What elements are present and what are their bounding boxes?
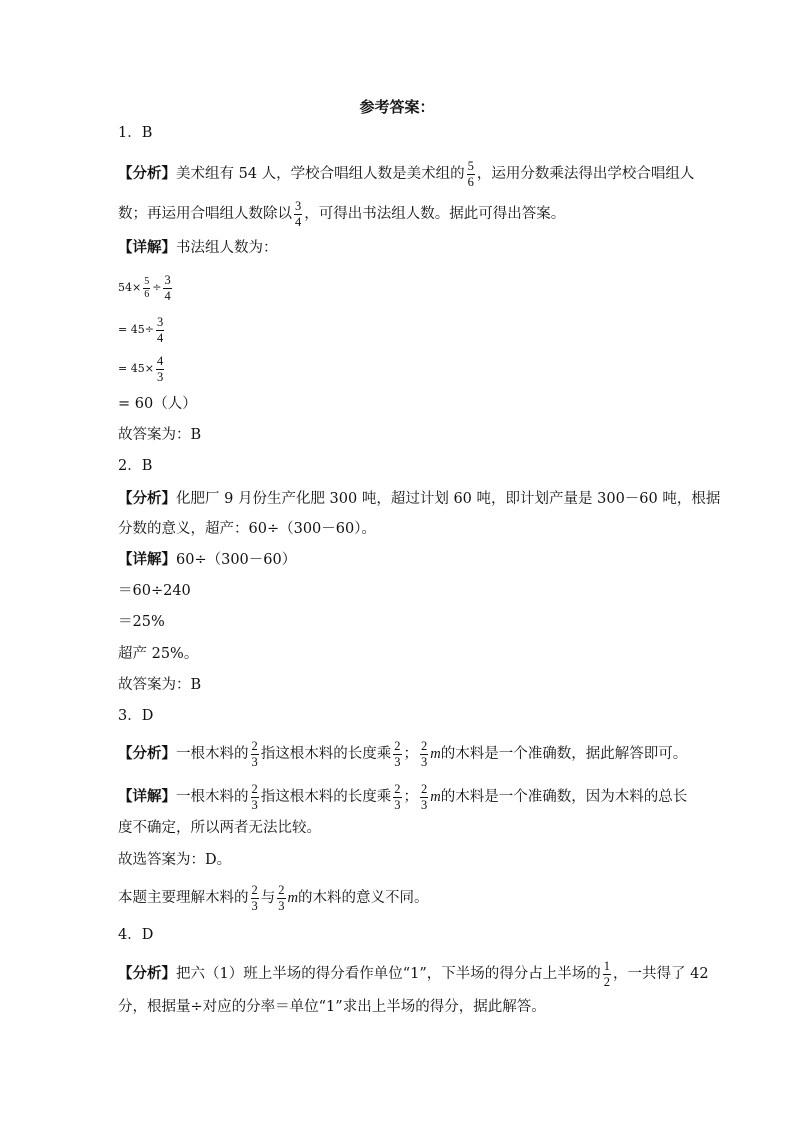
q2-result: 超产 25%。 <box>118 646 199 662</box>
q1-analysis-text-b: ，运用分数乘法得出学校合唱组人 <box>476 166 695 182</box>
fraction: $\frac{2}{3}$ <box>251 782 258 812</box>
q1-calc-line4: = 60（人） <box>118 396 197 412</box>
q4-analysis-line1 <box>118 960 709 988</box>
q2-detail-line <box>118 550 296 570</box>
q2-detail-text: 60÷（300－60） <box>176 552 297 568</box>
q3-detail-line1 <box>118 783 687 811</box>
fraction: $\frac{2}{3}$ <box>394 739 401 769</box>
analysis-tag: 【分析】 <box>118 491 176 507</box>
q3-detail-line2: 度不确定，所以两者无法比较。 <box>118 820 321 836</box>
q3-text: 的木料是一个准确数，因为木料的总长 <box>440 789 688 805</box>
fraction: $\frac{2}{3}$ <box>251 883 258 913</box>
q3-number: 3．D <box>118 708 154 724</box>
fraction: $\frac{3}{4}$ <box>156 315 164 345</box>
analysis-tag: 【分析】 <box>118 166 176 182</box>
fraction: $\frac{5}{6}$ <box>467 159 474 189</box>
q3-answer: 故选答案为：D。 <box>118 852 232 868</box>
q3-text: 一根木料的 <box>176 789 249 805</box>
q1-analysis-line2 <box>118 200 565 228</box>
fraction: $\frac{2}{3}$ <box>251 739 258 769</box>
q3-text: 一根木料的 <box>176 746 249 762</box>
q1-number: 1．B <box>118 125 153 141</box>
detail-tag: 【详解】 <box>118 240 176 256</box>
q3-text: 指这根木料的长度乘 <box>260 746 392 762</box>
fraction: $\frac{3}{4}$ <box>164 273 171 303</box>
fraction: $\frac{3}{4}$ <box>295 199 302 229</box>
unit-m: m <box>430 789 441 805</box>
q1-detail-line <box>118 238 278 258</box>
q2-analysis-line2: 分数的意义，超产：60÷（300－60）。 <box>118 521 376 537</box>
calc-text: = 45× <box>118 362 154 375</box>
q2-calc-line1: ＝60÷240 <box>118 583 191 599</box>
analysis-tag: 【分析】 <box>118 746 176 762</box>
q3-text: ； <box>403 789 418 805</box>
q3-text: 与 <box>260 890 276 906</box>
q4-text: 把六（1）班上半场的得分看作单位“1”，下半场的得分占上半场的 <box>176 966 601 982</box>
q3-text: 的木料的意义不同。 <box>297 890 429 906</box>
unit-m: m <box>287 890 298 906</box>
q1-analysis-text-a: 美术组有 54 人，学校合唱组人数是美术组的 <box>176 166 465 182</box>
q3-note <box>118 884 428 912</box>
q3-analysis-line <box>118 740 687 768</box>
fraction: $\frac{5}{6}$ <box>144 275 150 300</box>
q3-text: 本题主要理解木料的 <box>118 890 249 906</box>
fraction: $\frac{2}{3}$ <box>421 739 428 769</box>
q1-calc-line2 <box>118 316 166 344</box>
fraction: $\frac{2}{3}$ <box>394 782 401 812</box>
q2-calc-line2: ＝25% <box>118 614 165 630</box>
unit-m: m <box>430 746 441 762</box>
q1-calc-line1 <box>118 274 174 302</box>
fraction: $\frac{4}{3}$ <box>156 354 164 384</box>
q4-number: 4．D <box>118 927 154 943</box>
fraction: $\frac{1}{2}$ <box>603 959 611 989</box>
q4-analysis-line2: 分，根据量÷对应的分率＝单位“1”求出上半场的得分，据此解答。 <box>118 999 546 1015</box>
detail-tag: 【详解】 <box>118 552 176 568</box>
q1-detail-text: 书法组人数为： <box>176 240 278 256</box>
q1-answer: 故答案为：B <box>118 427 202 443</box>
q2-analysis-text-a: 化肥厂 9 月份生产化肥 300 吨，超过计划 60 吨，即计划产量是 300－60 吨，根据 <box>176 491 721 507</box>
q3-text: 的木料是一个准确数，据此解答即可。 <box>440 746 688 762</box>
q2-number: 2．B <box>118 458 153 474</box>
q2-answer: 故答案为：B <box>118 677 202 693</box>
q4-text: ，一共得了 42 <box>613 966 709 982</box>
q3-text: 指这根木料的长度乘 <box>260 789 392 805</box>
q1-analysis-text-c: 数；再运用合唱组人数除以 <box>118 206 292 222</box>
fraction: $\frac{2}{3}$ <box>421 782 428 812</box>
calc-text: 54× <box>118 281 142 294</box>
q2-analysis-line1 <box>118 489 720 509</box>
analysis-tag: 【分析】 <box>118 966 176 982</box>
calc-text: = 45÷ <box>118 323 154 336</box>
calc-text: ÷ <box>152 281 162 294</box>
q1-analysis-line1 <box>118 160 694 188</box>
page-title: 参考答案： <box>359 98 435 116</box>
fraction: $\frac{2}{3}$ <box>278 883 285 913</box>
q1-analysis-text-d: ，可得出书法组人数。据此可得出答案。 <box>304 206 566 222</box>
detail-tag: 【详解】 <box>118 789 176 805</box>
q1-calc-line3 <box>118 355 166 383</box>
q3-text: ； <box>403 746 418 762</box>
